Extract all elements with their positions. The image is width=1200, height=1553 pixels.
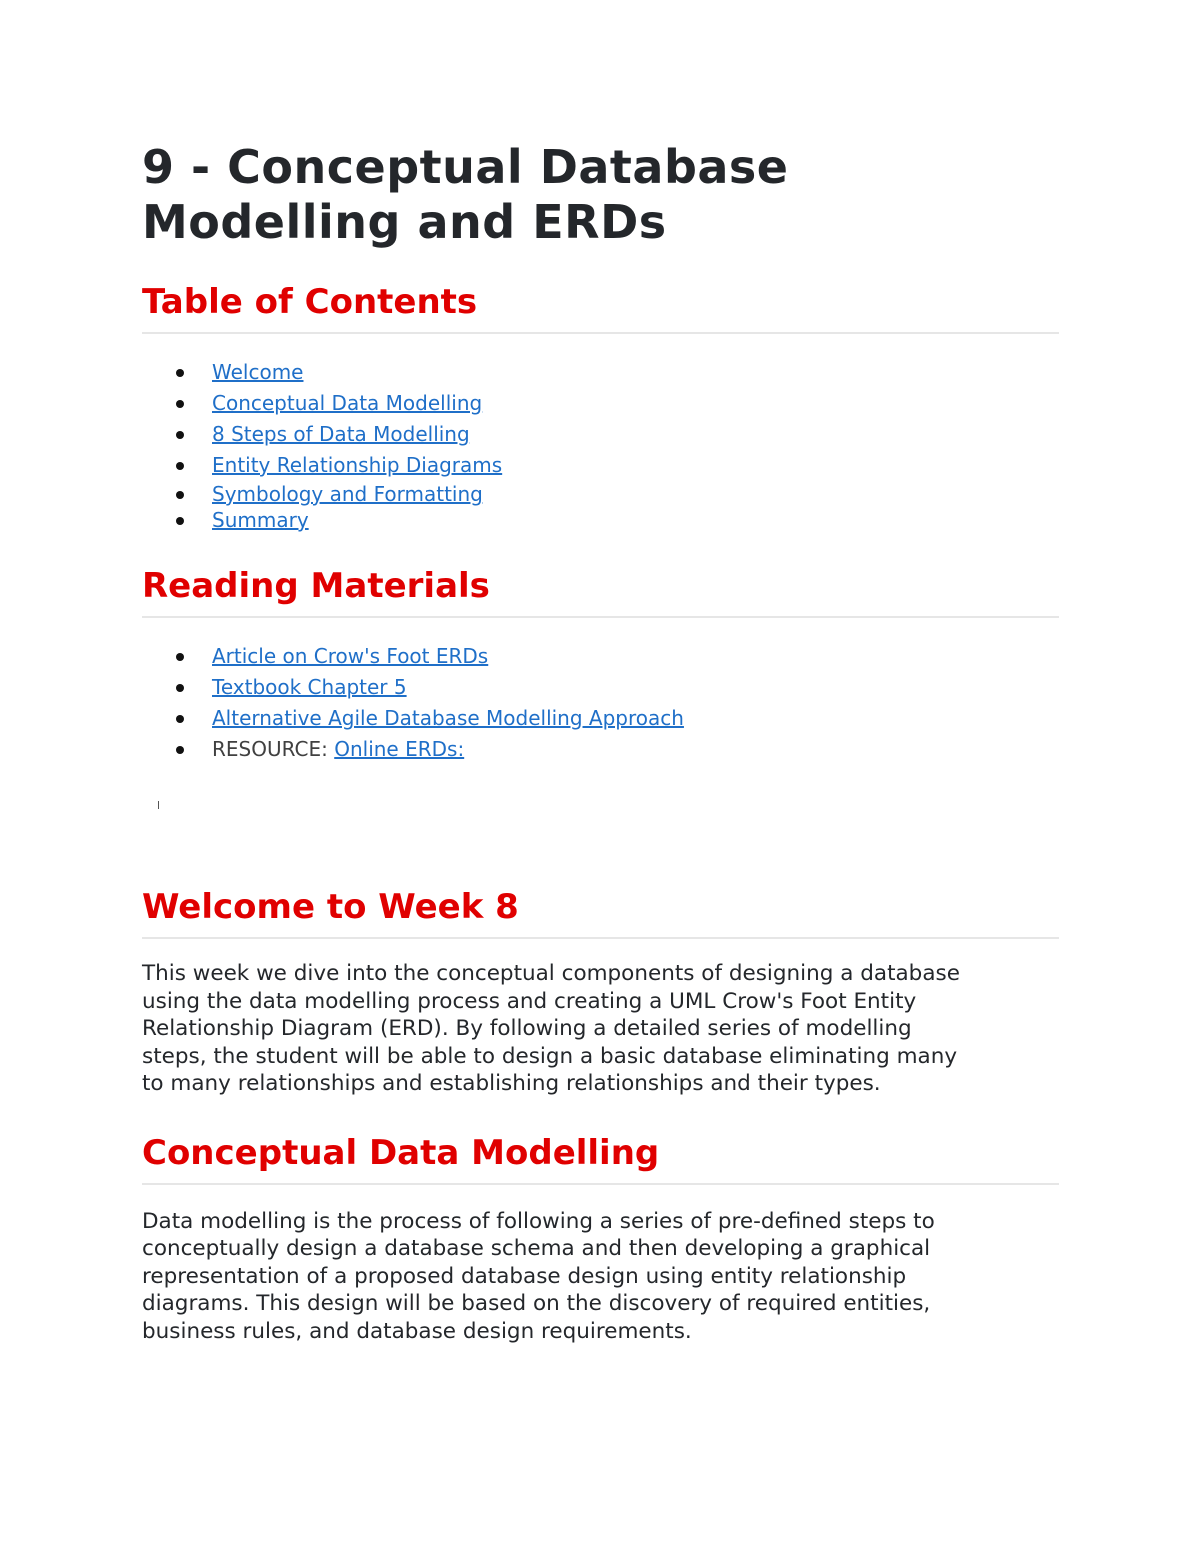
document-title-line-1: 9 - Conceptual Database [142, 140, 789, 194]
document-page [142, 140, 1059, 1345]
bullet-icon [176, 684, 184, 692]
toc-item-8-steps [142, 419, 1059, 450]
conceptual-paragraph [142, 1208, 1059, 1346]
toc-list [142, 357, 1059, 533]
bullet-icon [176, 491, 184, 499]
reading-item-textbook [142, 672, 1059, 703]
conceptual-line: diagrams. This design will be based on the discovery of required entities, [142, 1291, 931, 1316]
bullet-icon [176, 400, 184, 408]
welcome-heading: Welcome to Week 8 [142, 887, 1059, 939]
resource-prefix: RESOURCE: [212, 737, 335, 761]
conceptual-line: Data modelling is the process of following a series of pre-defined steps to [142, 1208, 935, 1234]
toc-link-welcome[interactable]: Welcome [212, 360, 304, 384]
toc-heading: Table of Contents [142, 282, 1059, 334]
conceptual-line: representation of a proposed database design using entity relationship [142, 1263, 907, 1289]
bullet-icon [176, 431, 184, 439]
welcome-line: Relationship Diagram (ERD). By following a detailed series of modelling [142, 1016, 912, 1041]
spacer [142, 765, 1059, 887]
bullet-icon [176, 369, 184, 377]
toc-link-symbology[interactable]: Symbology and Formatting [212, 482, 483, 506]
reading-link-crows-foot[interactable]: Article on Crow's Foot ERDs [212, 644, 489, 668]
conceptual-line: conceptually design a database schema and then developing a graphical [142, 1236, 931, 1261]
reading-list [142, 641, 1059, 765]
bullet-icon [176, 715, 184, 723]
resource-link-online-erds[interactable]: Online ERDs: [334, 737, 465, 761]
bullet-icon [176, 462, 184, 470]
welcome-paragraph [142, 960, 1059, 1098]
welcome-line: This week we dive into the conceptual components of designing a database [142, 961, 960, 986]
reading-item-crows-foot [142, 641, 1059, 672]
toc-item-conceptual-data-modelling [142, 388, 1059, 419]
welcome-line: to many relationships and establishing relationships and their types. [142, 1071, 881, 1096]
toc-link-summary[interactable]: Summary [212, 508, 309, 532]
welcome-line: steps, the student will be able to design a basic database eliminating many [142, 1043, 958, 1069]
reading-link-textbook[interactable]: Textbook Chapter 5 [212, 675, 407, 699]
toc-link-erds[interactable]: Entity Relationship Diagrams [212, 453, 503, 477]
welcome-line: using the data modelling process and creating a UML Crow's Foot Entity [142, 988, 917, 1014]
bullet-icon [176, 517, 184, 525]
reading-item-resource [142, 734, 1059, 765]
reading-link-agile[interactable]: Alternative Agile Database Modelling Approach [212, 706, 684, 730]
document-title-line-2: Modelling and ERDs [142, 195, 667, 249]
toc-item-welcome [142, 357, 1059, 388]
toc-link-conceptual-data-modelling[interactable]: Conceptual Data Modelling [212, 391, 483, 415]
reading-item-agile [142, 703, 1059, 734]
conceptual-line: business rules, and database design requirements. [142, 1318, 692, 1344]
bullet-icon [176, 746, 184, 754]
toc-item-erds [142, 450, 1059, 481]
text-cursor-mark [158, 801, 159, 809]
toc-item-symbology [142, 481, 1059, 507]
toc-item-summary [142, 507, 1059, 533]
document-title [142, 140, 1059, 250]
toc-link-8-steps[interactable]: 8 Steps of Data Modelling [212, 422, 470, 446]
bullet-icon [176, 653, 184, 661]
reading-heading: Reading Materials [142, 566, 1059, 618]
conceptual-heading: Conceptual Data Modelling [142, 1133, 1059, 1185]
